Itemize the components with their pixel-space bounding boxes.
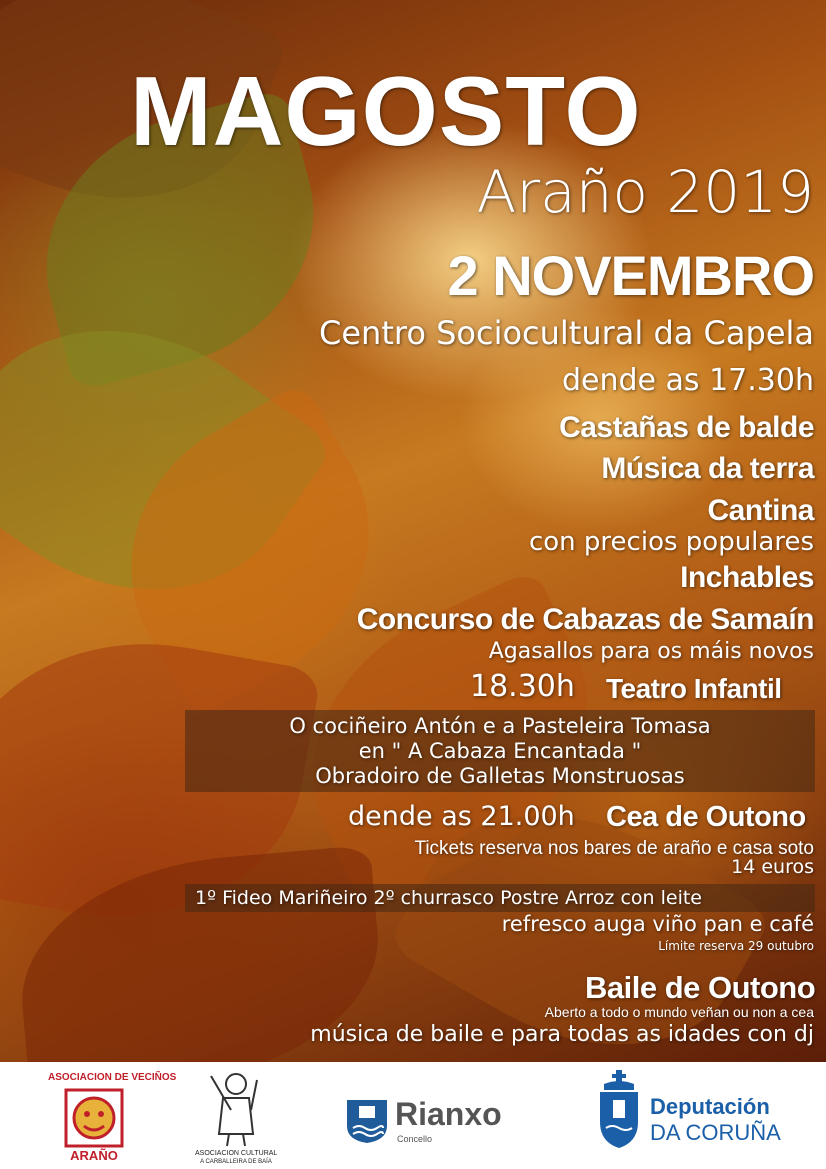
deputacion-line2: DA CORUÑA: [650, 1120, 781, 1145]
event-title: MAGOSTO: [130, 56, 642, 166]
item-cantina: Cantina: [707, 494, 814, 527]
deputacion-crest-icon: [596, 1070, 642, 1150]
cea-label: Cea de Outono: [606, 801, 806, 833]
cea-time: dende as 21.00h: [348, 801, 575, 832]
rianxo-name: Rianxo: [395, 1096, 502, 1132]
deputacion-line1: Deputación: [650, 1094, 770, 1119]
teatro-time: 18.30h: [470, 669, 575, 704]
start-time: dende as 17.30h: [562, 363, 814, 398]
logo-deputacion: [596, 1070, 786, 1160]
rianxo-shield-icon: [345, 1098, 389, 1144]
teatro-line1: O cociñeiro Antón e a Pasteleira Tomasa: [289, 714, 711, 738]
event-date: 2 NOVEMBRO: [447, 244, 814, 307]
item-cantina-note: con precios populares: [528, 527, 814, 557]
cea-limit: Límite reserva 29 outubro: [658, 939, 814, 953]
rianxo-sub: Concello: [397, 1134, 433, 1144]
baile-label: Baile de Outono: [585, 970, 816, 1005]
baile-note2: música de baile e para todas as idades con dj: [310, 1022, 814, 1047]
cea-price: 14 euros: [731, 856, 814, 878]
cea-menu1: 1º Fideo Mariñeiro 2º churrasco Postre Arroz con leite: [195, 887, 702, 909]
item-concurso: Concurso de Cabazas de Samaín: [356, 603, 814, 636]
item-musica: Música da terra: [601, 452, 814, 485]
logo-asociacion-cultural: [195, 1070, 277, 1166]
item-inchables: Inchables: [680, 561, 814, 594]
cultural-line1: ASOCIACION CULTURAL: [195, 1150, 278, 1157]
event-venue: Centro Sociocultural da Capela: [319, 314, 814, 352]
sponsor-footer: [0, 1062, 826, 1169]
logo-asociacion-vecinos: [48, 1072, 177, 1164]
teatro-label: Teatro Infantil: [606, 673, 782, 704]
item-castanas: Castañas de balde: [559, 411, 814, 444]
vecinos-bottom-text: ARAÑO: [70, 1148, 118, 1163]
logo-rianxo: [345, 1098, 545, 1148]
event-subtitle: Araño 2019: [476, 158, 814, 226]
vecinos-top-text: ASOCIACION DE VECIÑOS: [48, 1072, 177, 1083]
cultural-line2: A CARBALLEIRA DE BAÍA: [200, 1159, 272, 1165]
cea-menu2: refresco auga viño pan e café: [501, 912, 814, 936]
vecinos-emblem-icon: [64, 1088, 124, 1148]
teatro-line3: Obradoiro de Galletas Monstruosas: [315, 764, 685, 788]
bagpiper-icon: [201, 1070, 271, 1148]
baile-note1: Aberto a todo o mundo veñan ou non a cea: [544, 1004, 814, 1020]
item-concurso-note: Agasallos para os máis novos: [488, 639, 814, 664]
cea-tickets: Tickets reserva nos bares de araño e casa soto: [414, 838, 814, 859]
teatro-line2: en " A Cabaza Encantada ": [358, 739, 642, 763]
